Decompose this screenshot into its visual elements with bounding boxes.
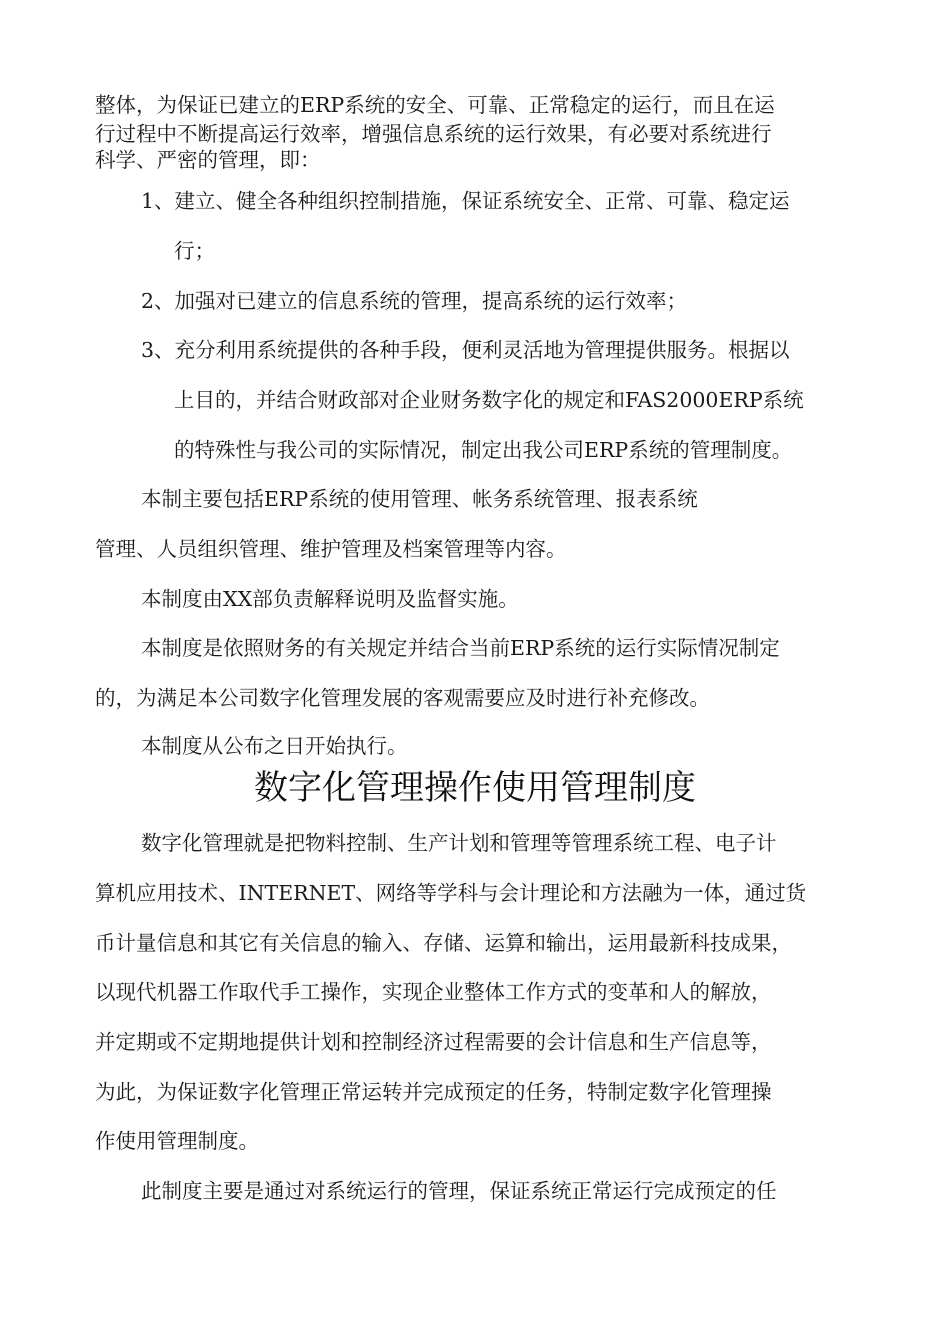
list-item: 2、加强对已建立的信息系统的管理，提高系统的运行效率； bbox=[141, 289, 688, 313]
list-item-continuation: 行； bbox=[174, 239, 215, 263]
text-line: 并定期或不定期地提供计划和控制经济过程需要的会计信息和生产信息等， bbox=[95, 1030, 772, 1054]
text-line: 币计量信息和其它有关信息的输入、存储、运算和输出，运用最新科技成果， bbox=[95, 931, 792, 955]
text-line: 以现代机器工作取代手工操作，实现企业整体工作方式的变革和人的解放， bbox=[95, 980, 772, 1004]
text-line: 本制度是依照财务的有关规定并结合当前ERP系统的运行实际情况制定 bbox=[141, 636, 780, 660]
text-line: 的，为满足本公司数字化管理发展的客观需要应及时进行补充修改。 bbox=[95, 686, 710, 710]
text-line: 整体，为保证已建立的ERP系统的安全、可靠、正常稳定的运行，而且在运 bbox=[95, 93, 775, 117]
text-line: 作使用管理制度。 bbox=[95, 1129, 259, 1153]
list-item-continuation: 上目的，并结合财政部对企业财务数字化的规定和FAS2000ERP系统 bbox=[174, 388, 804, 412]
list-item: 1、建立、健全各种组织控制措施，保证系统安全、正常、可靠、稳定运 bbox=[141, 189, 790, 213]
section-title: 数字化管理操作使用管理制度 bbox=[254, 768, 696, 808]
text-line: 数字化管理就是把物料控制、生产计划和管理等管理系统工程、电子计 bbox=[141, 831, 777, 855]
text-line: 此制度主要是通过对系统运行的管理，保证系统正常运行完成预定的任 bbox=[141, 1179, 777, 1203]
effective-line: 本制度从公布之日开始执行。 bbox=[141, 734, 408, 758]
text-line: 管理、人员组织管理、维护管理及档案管理等内容。 bbox=[95, 537, 567, 561]
text-line: 为此，为保证数字化管理正常运转并完成预定的任务，特制定数字化管理操 bbox=[95, 1080, 772, 1104]
text-line: 算机应用技术、INTERNET、网络等学科与会计理论和方法融为一体，通过货 bbox=[95, 881, 807, 905]
list-item: 3、充分利用系统提供的各种手段，便利灵活地为管理提供服务。根据以 bbox=[141, 338, 790, 362]
text-line: 本制主要包括ERP系统的使用管理、帐务系统管理、报表系统 bbox=[141, 487, 698, 511]
text-line: 行过程中不断提高运行效率，增强信息系统的运行效果，有必要对系统进行 bbox=[95, 122, 772, 146]
list-item-continuation: 的特殊性与我公司的实际情况，制定出我公司ERP系统的管理制度。 bbox=[174, 438, 793, 462]
responsibility-line: 本制度由XX部负责解释说明及监督实施。 bbox=[141, 587, 519, 611]
text-line: 科学、严密的管理，即： bbox=[95, 148, 321, 172]
